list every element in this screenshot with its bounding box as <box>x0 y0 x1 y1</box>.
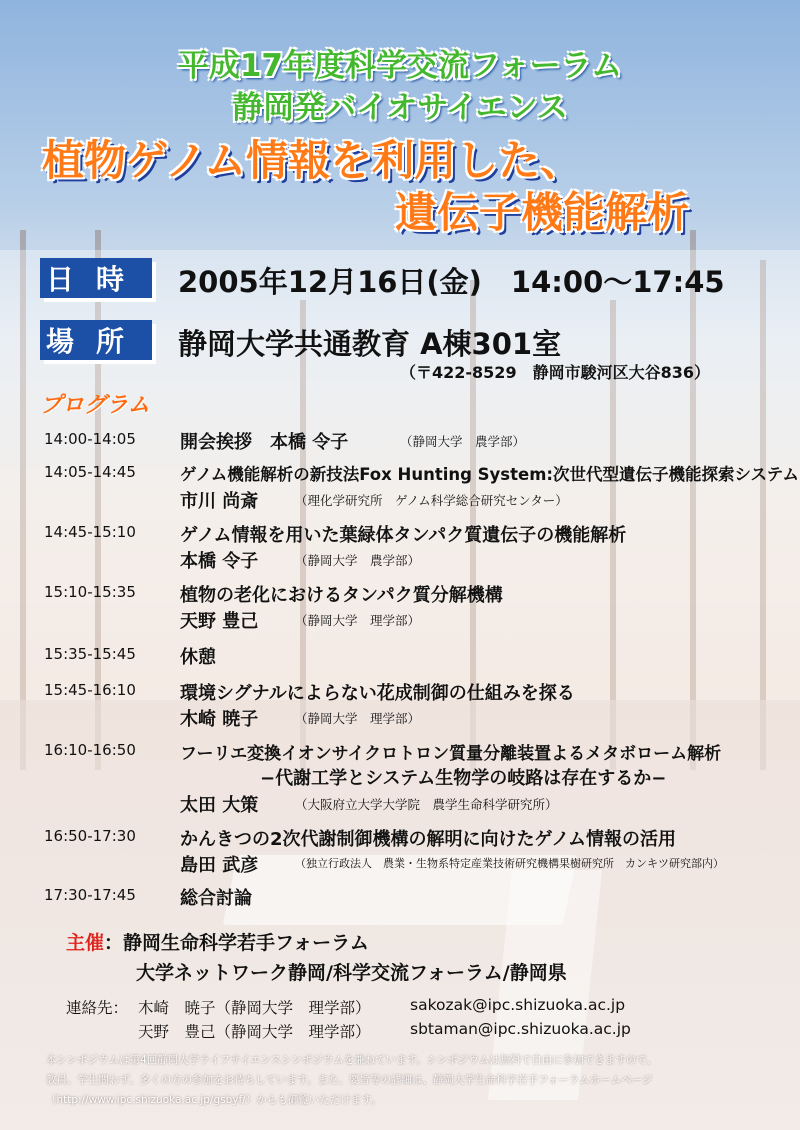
program-speaker: 木崎 暁子 <box>180 709 259 730</box>
program-speaker: 島田 武彦 <box>180 855 259 876</box>
program-title: 総合討論 <box>180 888 252 909</box>
contact-label: 連絡先： <box>66 999 129 1017</box>
program-title: 植物の老化におけるタンパク質分解機構 <box>180 585 503 606</box>
organizer-label: 主催 <box>66 932 105 954</box>
program-title: ゲノム機能解析の新技法Fox Hunting System:次世代型遺伝子機能探索システム <box>180 465 799 484</box>
program-speaker: 太田 大策 <box>180 795 259 816</box>
program-affiliation: （理化学研究所 ゲノム科学総合研究センター） <box>295 493 568 508</box>
notice-line1: 本シンポジウムは第4回静岡大学ライフサイエンスシンポジウムを兼ねています。シンポジウムは無料で自由に参加できますので、 <box>46 1054 658 1066</box>
program-time: 14:45-15:10 <box>44 523 136 541</box>
organizer-name: ：静岡生命科学若手フォーラム <box>104 932 369 954</box>
program-time: 14:05-14:45 <box>44 463 136 481</box>
program-title: ゲノム情報を用いた葉緑体タンパク質遺伝子の機能解析 <box>180 525 627 546</box>
program-time: 15:45-16:10 <box>44 681 136 699</box>
contact-email[interactable]: sakozak@ipc.shizuoka.ac.jp <box>410 996 626 1014</box>
main-title-line2: 遺伝子機能解析 <box>395 188 690 237</box>
contact-name: 木崎 暁子（静岡大学 理学部） <box>138 999 371 1017</box>
program-time: 15:35-15:45 <box>44 645 136 663</box>
notice-line3: （http://www.ipc.shizuoka.ac.jp/gsbyf/）からも御覧いただけます。 <box>46 1094 382 1106</box>
program-speaker: 天野 豊己 <box>180 611 259 632</box>
program-title: フーリエ変換イオンサイクロトロン質量分離装置よるメタボローム解析 <box>180 744 722 764</box>
program-title: かんきつの2次代謝制御機構の解明に向けたゲノム情報の活用 <box>180 829 677 850</box>
date-value: 2005年12月16日(金) 14:00〜17:45 <box>178 265 725 299</box>
program-time: 16:50-17:30 <box>44 827 136 845</box>
forum-subtitle: 静岡発バイオサイエンス <box>232 90 568 126</box>
contact-name: 天野 豊己（静岡大学 理学部） <box>138 1023 371 1041</box>
program-affiliation: （独立行政法人 農業・生物系特定産業技術研究機構果樹研究所 カンキツ研究部内） <box>295 857 724 870</box>
place-label: 場所 <box>40 320 152 360</box>
program-title: 休憩 <box>180 647 216 668</box>
program-affiliation: （静岡大学 理学部） <box>295 613 421 628</box>
organizer-line2: 大学ネットワーク静岡/科学交流フォーラム/静岡県 <box>136 962 567 984</box>
program-speaker: 市川 尚斎 <box>180 491 259 512</box>
main-title-line1: 植物ゲノム情報を利用した、 <box>42 136 583 185</box>
organizer-line <box>66 928 369 955</box>
place-value: 静岡大学共通教育 A棟301室 <box>178 327 562 361</box>
program-subtitle: −代謝工学とシステム生物学の岐路は存在するか− <box>260 768 667 789</box>
address: （〒422-8529 静岡市駿河区大谷836） <box>400 363 710 382</box>
notice-line2: 教員、学生問わず、多くの方の参加をお待ちしています。また、要旨等の詳細は、静岡大学生命科学若手フォーラムホームページ <box>46 1074 653 1086</box>
program-affiliation: （静岡大学 農学部） <box>400 434 526 449</box>
contact-email[interactable]: sbtaman@ipc.shizuoka.ac.jp <box>410 1020 631 1038</box>
program-time: 17:30-17:45 <box>44 886 136 904</box>
program-affiliation: （大阪府立大学大学院 農学生命科学研究所） <box>295 797 558 812</box>
program-affiliation: （静岡大学 農学部） <box>295 553 421 568</box>
program-affiliation: （静岡大学 理学部） <box>295 711 421 726</box>
program-title: 開会挨拶 本橋 令子 <box>180 432 349 453</box>
forum-title: 平成17年度科学交流フォーラム <box>177 48 623 84</box>
program-time: 16:10-16:50 <box>44 741 136 759</box>
program-speaker: 本橋 令子 <box>180 551 259 572</box>
date-label: 日時 <box>40 258 152 298</box>
program-time: 14:00-14:05 <box>44 430 136 448</box>
program-heading: プログラム <box>40 393 150 418</box>
program-time: 15:10-15:35 <box>44 583 136 601</box>
program-title: 環境シグナルによらない花成制御の仕組みを探る <box>180 683 575 704</box>
